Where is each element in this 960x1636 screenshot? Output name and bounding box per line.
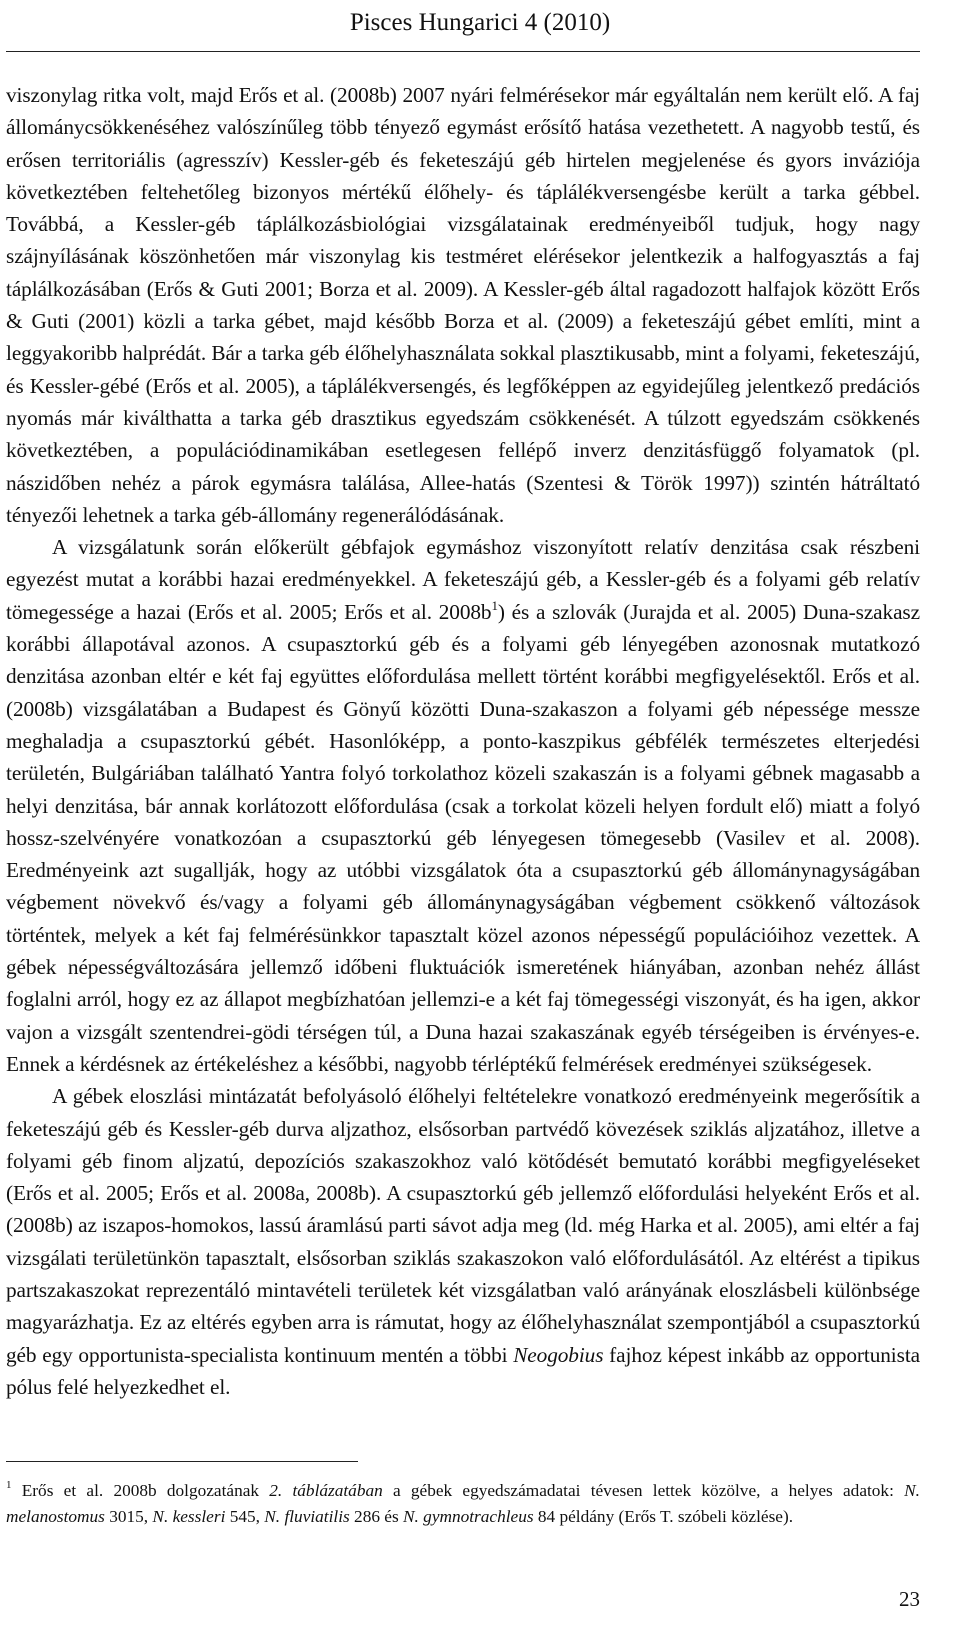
paragraph [6,1080,920,1403]
text-run: Erős et al. 2008b dolgozatának [11,1481,270,1500]
footnote-divider [6,1461,358,1462]
page-number: 23 [899,1587,920,1611]
italic-text: N. fluviatilis [264,1506,350,1526]
text-run: 84 példány (Erős T. szóbeli közlése). [533,1506,794,1526]
text-run: 286 és [349,1506,404,1526]
text-run: a gébek egyedszámadatai tévesen lettek közölve, a helyes adatok: [382,1481,905,1500]
text-run: fajhoz képest inkább az opportunista pólus felé helyezkedhet el. [6,1342,920,1399]
italic-text: N. kessleri [152,1506,226,1526]
footnote [6,1478,920,1529]
text-run: viszonylag ritka volt, majd Erős et al. (2008b) 2007 nyári felmérésekor már egyáltalán nem került elő. A faj állománycsökkenéséhez valószínűleg több tényező egymást erősítő hatása vezethetett. A nagyobb testű, és erősen territoriális (agresszív) Kessler-géb és feketeszájú géb hirtelen megjelenése és gyors inváziója következtében feltehetőleg bizonyos mértékű élőhely- és táplálékversengésbe került a tarka gébbel. Továbbá, a Kessler-géb táplálkozásbiológiai vizsgálatainak eredményeiből tudjuk, hogy nagy szájnyílásának köszönhetően már viszonylag kis testméret elérésekor jelentkezik a halfogyasztás a faj táplálkozásában (Erős & Guti 2001; Borza et al. 2009). A Kessler-géb által ragadozott halfajok között Erős & Guti (2001) közli a tarka gébet, majd később Borza et al. (2009) a feketeszájú gébet említi, mint a leggyakoribb halprédát. Bár a tarka géb élőhelyhasználata sokkal plasztikusabb, mint a folyami, feketeszájú, és Kessler-gébé (Erős et al. 2005), a táplálékversengés, és legfőképpen az egyidejűleg jelentkező predációs nyomás már kiválthatta a tarka géb drasztikus egyedszám csökkenését. A túlzott egyedszám csökkenés következtében, a populációdinamikában esetlegesen fellépő inverz denzitásfüggő folyamatok (pl. nászidőben nehéz a párok egymásra találása, Allee-hatás (Szentesi & Török 1997)) szintén hátráltató tényezői lehetnek a tarka géb-állomány regenerálódásának. [6,83,920,527]
text-run: A vizsgálatunk során előkerült gébfajok egymáshoz viszonyított relatív denzitása csak részbeni egyezést mutat a korábbi hazai eredményekkel. A feketeszájú géb, a Kessler-géb és a folyami géb relatív tömegessége a hazai (Erős et al. 2005; Erős et al. 2008b [6,535,920,624]
footnote-marker: 1 [491,597,498,613]
article-body [6,79,920,1403]
italic-text: Neogobius [513,1342,604,1367]
paragraph [6,531,920,1080]
footnote-marker: 1 [6,1479,12,1491]
paragraph [6,79,920,531]
italic-text: N. gymnotrachleus [403,1506,534,1526]
italic-text: 2. táblázatában [269,1481,383,1500]
header-divider [6,51,920,52]
text-run: A gébek eloszlási mintázatát befolyásoló élőhelyi feltételekre vonatkozó eredményeink megerősítik a feketeszájú géb és Kessler-géb durva aljzathoz, elsősorban partvédő kövezések sziklás aljzatához, illetve a folyami géb finom aljzatú, depozíciós szakaszokhoz való kötődését bemutató korábbi megfigyeléseket (Erős et al. 2005; Erős et al. 2008a, 2008b). A csupasztorkú géb jellemző előfordulási helyeként Erős et al. (2008b) az iszapos-homokos, lassú áramlású parti sávot adja meg (ld. még Harka et al. 2005), ami eltér a faj vizsgálati területünkön tapasztalt, elsősorban sziklás szakaszokon való előfordulásától. Az eltérést a tipikus partszakaszokat reprezentáló mintavételi területek két vizsgálatban való arányának eloszlásbeli különbsége magyarázhatja. Ez az eltérés egyben arra is rámutat, hogy az élőhelyhasználat szempontjából a csupasztorkú géb egy opportunista-specialista kontinuum mentén a többi [6,1084,920,1367]
text-run: 3015, [104,1506,153,1526]
text-run: 545, [225,1506,265,1526]
italic-text: N. melanostomus [6,1481,920,1526]
running-header: Pisces Hungarici 4 (2010) [349,9,611,36]
text-run: ) és a szlovák (Jurajda et al. 2005) Duna-szakasz korábbi állapotával azonos. A csupasztorkú géb és a folyami géb lényegében azonosnak mutatkozó denzitása azonban eltér e két faj együttes előfordulása mellett történt korábbi megfigyelésektől. Erős et al. (2008b) vizsgálatában a Budapest és Gönyű közötti Duna-szakaszon a folyami géb népessége messze meghaladja a csupasztorkú gébét. Hasonlóképp, a ponto-kaszpikus gébfélék természetes elterjedési területén, Bulgáriában található Yantra folyó torkolathoz közeli szakaszán is a folyami gébnek magasabb a helyi denzitása, bár annak korlátozott előfordulása (csak a torkolat közeli helyen fordult elő) miatt a folyó hossz-szelvényére vonatkozóan a csupasztorkú géb lényegesen tömegesebb (Vasilev et al. 2008). Eredményeink azt sugallják, hogy az utóbbi vizsgálatok óta a csupasztorkú géb állománynagyságában végbement növekvő és/vagy a folyami géb állománynagyságában végbement csökkenő változások történtek, melyek a két faj felmérésünkkor tapasztalt közel azonos népességű populációihoz vezettek. A gébek népességváltozására jellemző időbeni fluktuációk ismeretének hiányában, azonban nehéz állást foglalni arról, hogy ez az állapot megbízhatóan jellemzi-e a két faj tömegességi viszonyát, és ha igen, akkor vajon a vizsgált szentendrei-gödi térségen túl, a Duna hazai szakaszának egyéb térségeiben is érvényes-e. Ennek a kérdésnek az értékeléshez a későbbi, nagyobb térléptékű felmérések eredményei szükségesek. [6,599,920,1076]
